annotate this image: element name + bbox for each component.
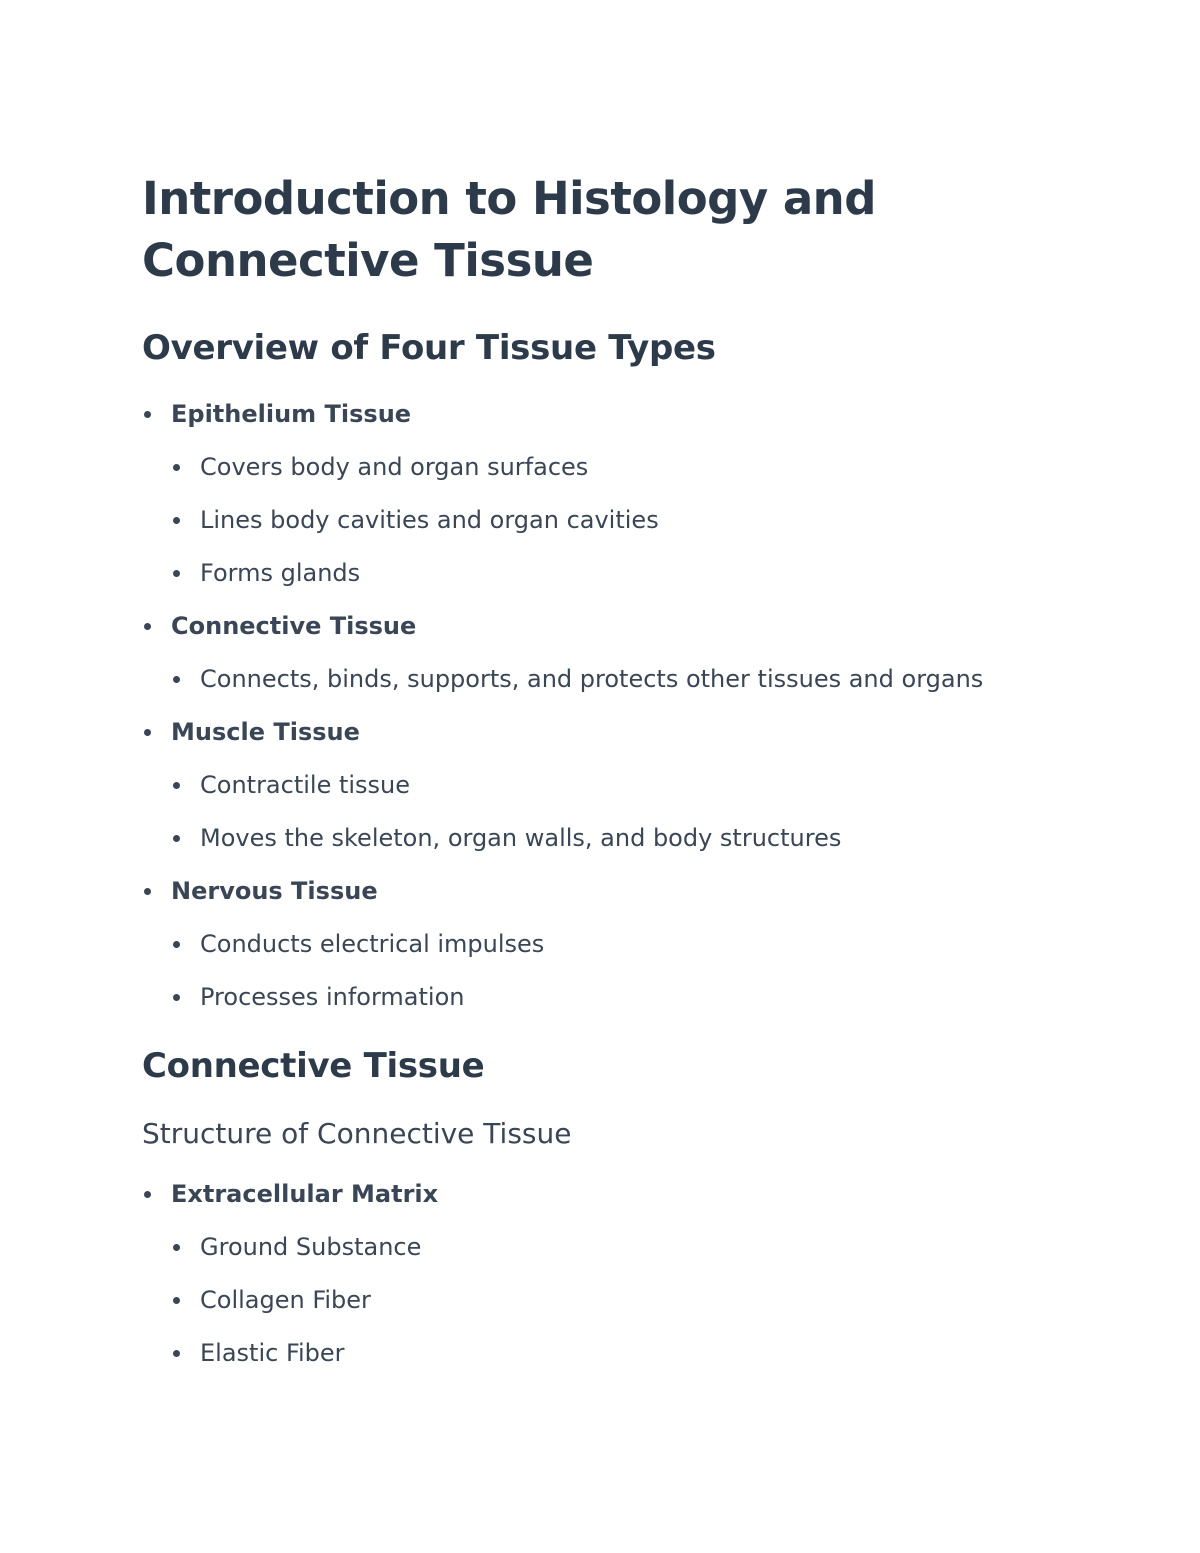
list-item-label: Extracellular Matrix — [171, 1180, 439, 1208]
sub-list-item-label: Lines body cavities and organ cavities — [200, 506, 659, 534]
sub-list-item-label: Collagen Fiber — [200, 1286, 371, 1314]
sub-list-item — [142, 928, 1102, 961]
list-item — [142, 1178, 1102, 1370]
sub-list-item — [142, 822, 1102, 855]
list-item — [142, 610, 1102, 696]
list-item-label: Muscle Tissue — [171, 718, 360, 746]
sub-list-item-label: Ground Substance — [200, 1233, 422, 1261]
sub-list-item-label: Conducts electrical impulses — [200, 930, 545, 958]
sub-list-item-label: Processes information — [200, 983, 465, 1011]
title-line-2: Connective Tissue — [142, 234, 594, 287]
list-item-title — [142, 875, 1102, 908]
sub-list-item — [142, 981, 1102, 1014]
tissue-types-list — [142, 398, 1102, 1014]
sub-list-item — [142, 504, 1102, 537]
sub-list-item-label: Connects, binds, supports, and protects other tissues and organs — [200, 665, 984, 693]
list-item-title — [142, 610, 1102, 643]
sub-list-item — [142, 557, 1102, 590]
structure-list — [142, 1178, 1102, 1370]
list-item-title — [142, 716, 1102, 749]
bullet-icon — [144, 1191, 151, 1198]
bullet-icon — [173, 517, 180, 524]
list-item — [142, 716, 1102, 855]
sub-list-item-label: Moves the skeleton, organ walls, and body structures — [200, 824, 842, 852]
list-item-label: Connective Tissue — [171, 612, 417, 640]
sub-list-item-label: Forms glands — [200, 559, 361, 587]
sub-list-item — [142, 663, 1102, 696]
section-heading-tissue-types: Overview of Four Tissue Types — [142, 328, 716, 368]
bullet-icon — [173, 1297, 180, 1304]
sub-list-item — [142, 769, 1102, 802]
list-item-title — [142, 398, 1102, 431]
bullet-icon — [144, 888, 151, 895]
bullet-icon — [173, 835, 180, 842]
bullet-icon — [173, 1244, 180, 1251]
sub-list-item-label: Covers body and organ surfaces — [200, 453, 589, 481]
document-title — [142, 168, 1102, 292]
document-page — [142, 168, 1102, 1370]
sub-list-item-label: Elastic Fiber — [200, 1339, 345, 1367]
bullet-icon — [144, 411, 151, 418]
subheading-structure: Structure of Connective Tissue — [142, 1117, 572, 1150]
bullet-icon — [173, 941, 180, 948]
bullet-icon — [173, 994, 180, 1001]
bullet-icon — [173, 464, 180, 471]
bullet-icon — [144, 623, 151, 630]
section-heading-connective-tissue: Connective Tissue — [142, 1046, 485, 1086]
list-item — [142, 875, 1102, 1014]
sub-list-item — [142, 451, 1102, 484]
bullet-icon — [173, 570, 180, 577]
list-item-label: Nervous Tissue — [171, 877, 378, 905]
sub-list-item — [142, 1284, 1102, 1317]
title-line-1: Introduction to Histology and — [142, 172, 876, 225]
sub-list-item — [142, 1231, 1102, 1264]
bullet-icon — [144, 729, 151, 736]
list-item-title — [142, 1178, 1102, 1211]
list-item-label: Epithelium Tissue — [171, 400, 412, 428]
list-item — [142, 398, 1102, 590]
sub-list-item — [142, 1337, 1102, 1370]
bullet-icon — [173, 782, 180, 789]
bullet-icon — [173, 676, 180, 683]
sub-list-item-label: Contractile tissue — [200, 771, 411, 799]
bullet-icon — [173, 1350, 180, 1357]
